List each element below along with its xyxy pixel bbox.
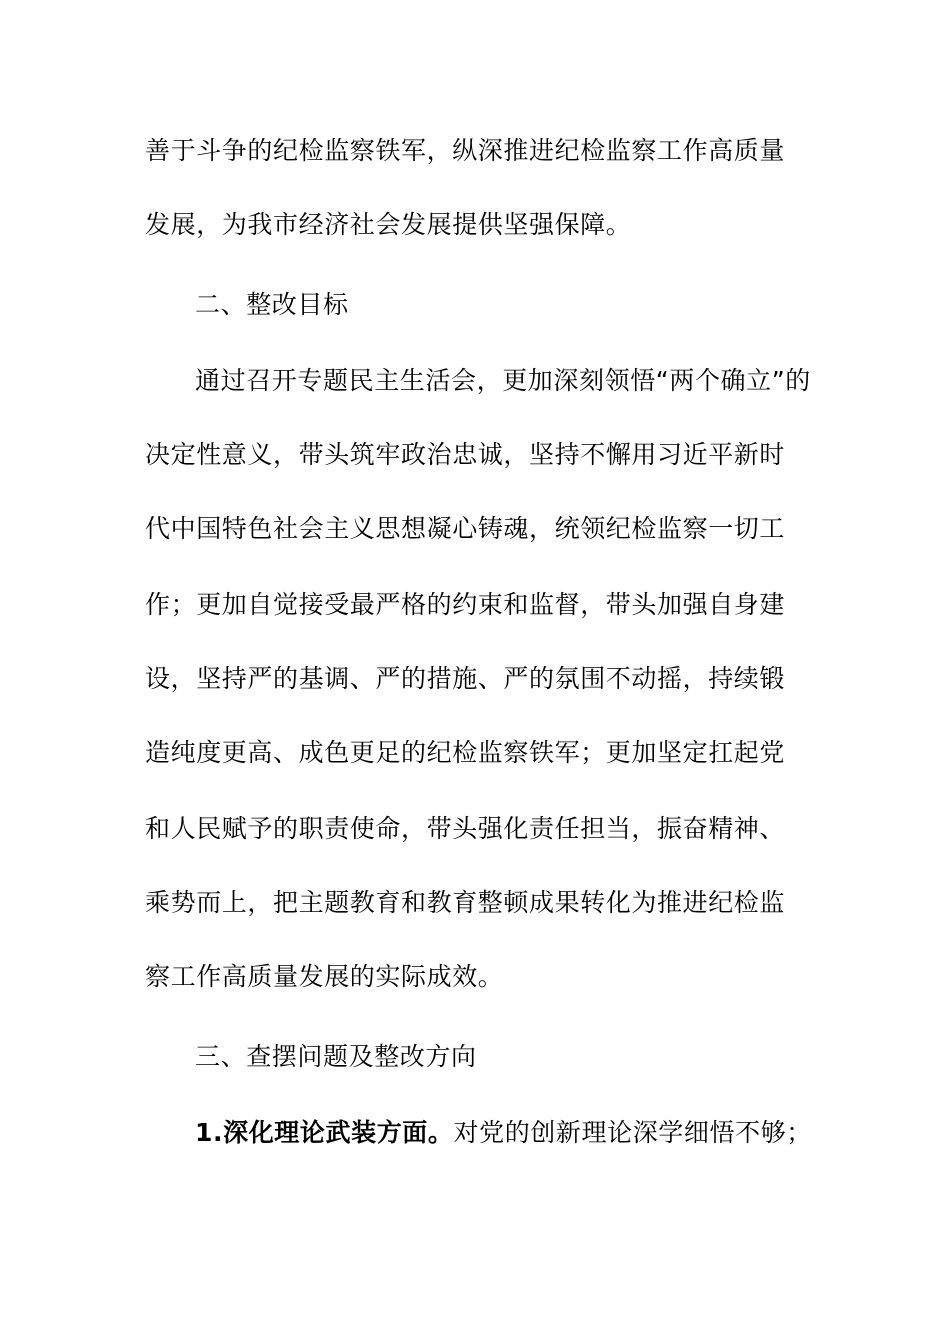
paragraph-line: 造纯度更高、成色更足的纪检监察铁军；更加坚定扛起党 — [145, 738, 786, 767]
section-heading: 二、整改目标 — [195, 290, 349, 319]
section-heading: 三、查摆问题及整改方向 — [195, 1042, 477, 1071]
paragraph-line: 作；更加自觉接受最严格的约束和监督，带头加强自身建 — [145, 590, 786, 619]
paragraph-line: 设，坚持严的基调、严的措施、严的氛围不动摇，持续锻 — [145, 664, 786, 693]
subsection-line — [195, 1116, 875, 1150]
paragraph-line: 代中国特色社会主义思想凝心铸魂，统领纪检监察一切工 — [145, 514, 786, 543]
paragraph-line: 乘势而上，把主题教育和教育整顿成果转化为推进纪检监 — [145, 888, 786, 917]
subsection-text: 对党的创新理论深学细悟不够； — [453, 1118, 812, 1147]
paragraph-line: 善于斗争的纪检监察铁军，纵深推进纪检监察工作高质量 — [145, 136, 786, 165]
paragraph-line: 通过召开专题民主生活会，更加深刻领悟“两个确立”的 — [195, 366, 811, 395]
paragraph-line: 察工作高质量发展的实际成效。 — [145, 962, 504, 991]
subsection-title: 1.深化理论武装方面。 — [195, 1118, 454, 1147]
paragraph-line: 和人民赋予的职责使命，带头强化责任担当，振奋精神、 — [145, 814, 786, 843]
paragraph-line: 发展，为我市经济社会发展提供坚强保障。 — [145, 210, 632, 239]
paragraph-line: 决定性意义，带头筑牢政治忠诚，坚持不懈用习近平新时 — [145, 440, 786, 469]
